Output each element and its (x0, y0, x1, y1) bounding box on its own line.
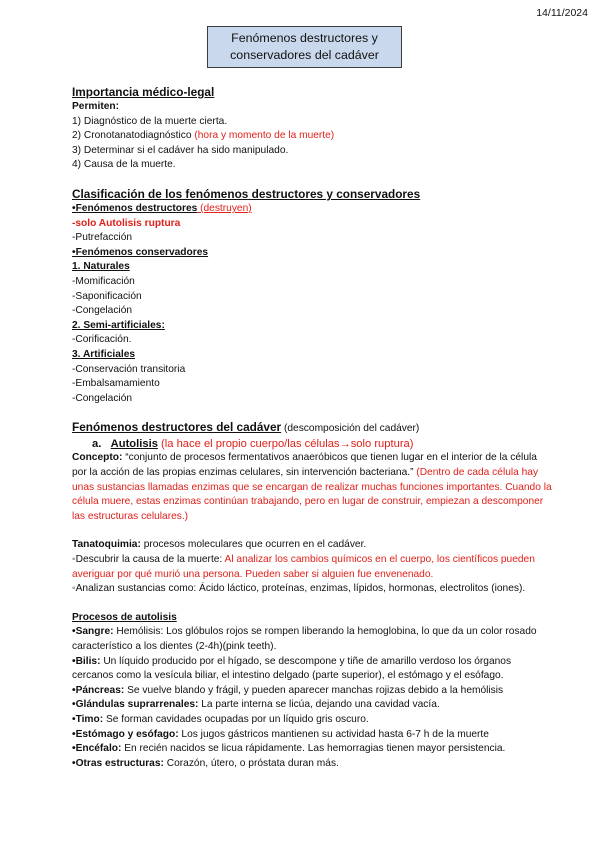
concepto-paragraph: Concepto: “conjunto de procesos fermentativos anaeróbicos que tienen lugar en el interior de la célula por la acción de las propias enzimas celulares, sin intervención bacteriana.” (Dentro de cada célula hay unas sustancias llamadas enzimas que se encargan de realizar muchas funciones importantes. Cuando la célula muere, estas enzimas continúan trabajando, pero en lugar de construir, empiezan a descomponer las estructuras celulares.) (72, 452, 552, 522)
proceso-item: •Glándulas suprarrenales: La parte interna se licúa, dejando una cavidad vacía. (72, 699, 440, 711)
putrefaccion-item: -Putrefacción (72, 232, 133, 244)
destructores-label: •Fenómenos destructores (destruyen) (72, 202, 252, 214)
corificacion-item: -Corificación. (72, 334, 132, 346)
document-body (72, 85, 552, 771)
procesos-heading: Procesos de autolisis (72, 611, 177, 623)
conservadores-label: •Fenómenos conservadores (72, 246, 209, 258)
congelacion-item: -Congelación (72, 305, 133, 317)
title-line-1: Fenómenos destructores y (231, 31, 378, 45)
proceso-item: •Timo: Se forman cavidades ocupadas por un líquido gris oscuro. (72, 713, 369, 725)
importance-item: 3) Determinar si el cadáver ha sido manipulado. (72, 144, 289, 156)
importance-heading: Importancia médico-legal (72, 85, 215, 99)
classification-heading: Clasificación de los fenómenos destructores y conservadores (72, 186, 421, 201)
proceso-item: •Encéfalo: En recién nacidos se licua rápidamente. Las hemorragias tienen mayor persistencia. (72, 743, 506, 755)
proceso-item: •Sangre: Hemólisis: Los glóbulos rojos se rompen liberando la hemoglobina, lo que da un color rosado característico a los dientes (2-4h)(pink teeth). (72, 626, 537, 652)
autolisis-label: -solo Autolisis ruptura (72, 217, 181, 229)
permiten-label: Permiten: (72, 101, 119, 112)
document-date: 14/11/2024 (536, 7, 588, 19)
conservacion-item: -Conservación transitoria (72, 363, 186, 375)
destructive-heading: Fenómenos destructores del cadáver (descomposición del cadáver) (72, 420, 420, 435)
congelacion-item-2: -Congelación (72, 392, 133, 404)
tanatoquimia-bullet-1: ◦Descubrir la causa de la muerte: Al analizar los cambios químicos en el cuerpo, los científicos pueden averiguar por qué murió una persona. Pueden saber si alguien fue envenenado. (72, 554, 535, 580)
importance-item: 1) Diagnóstico de la muerte cierta. (72, 115, 228, 127)
proceso-item: •Páncreas: Se vuelve blando y frágil, y pueden aparecer manchas rojizas debido a la hemólisis (72, 684, 504, 696)
proceso-item: •Estómago y esófago: Los jugos gástricos mantienen su actividad hasta 6-7 h de la muerte (72, 728, 489, 740)
semi-artificiales-label: 2. Semi-artificiales: (72, 319, 165, 331)
title-line-2: conservadores del cadáver (230, 48, 379, 62)
document-title-box (207, 26, 402, 68)
autolisis-subheading: a. Autolisis (la hace el propio cuerpo/las células→solo ruptura) (92, 437, 414, 450)
tanatoquimia-line: Tanatoquimia: procesos moleculares que ocurren en el cadáver. (72, 539, 367, 551)
artificiales-label: 3. Artificiales (72, 348, 136, 360)
importance-item: 2) Cronotanatodiagnóstico (hora y momento de la muerte) (72, 130, 335, 142)
proceso-item: •Otras estructuras: Corazón, útero, o próstata duran más. (72, 757, 339, 769)
importance-item: 4) Causa de la muerte. (72, 159, 176, 171)
saponificacion-item: -Saponificación (72, 290, 142, 302)
momificacion-item: -Momificación (72, 275, 135, 287)
naturales-label: 1. Naturales (72, 261, 130, 273)
proceso-item: •Bilis: Un líquido producido por el hígado, se descompone y tiñe de amarillo verdoso los órganos cercanos como la vesícula biliar, el intestino delgado (parte superior), el estómago y el esófago. (72, 655, 512, 682)
tanatoquimia-bullet-2: ◦Analizan sustancias como: Ácido láctico, proteínas, enzimas, lípidos, hormonas, electrolitos (iones). (72, 583, 526, 595)
embalsamamiento-item: -Embalsamamiento (72, 378, 160, 390)
